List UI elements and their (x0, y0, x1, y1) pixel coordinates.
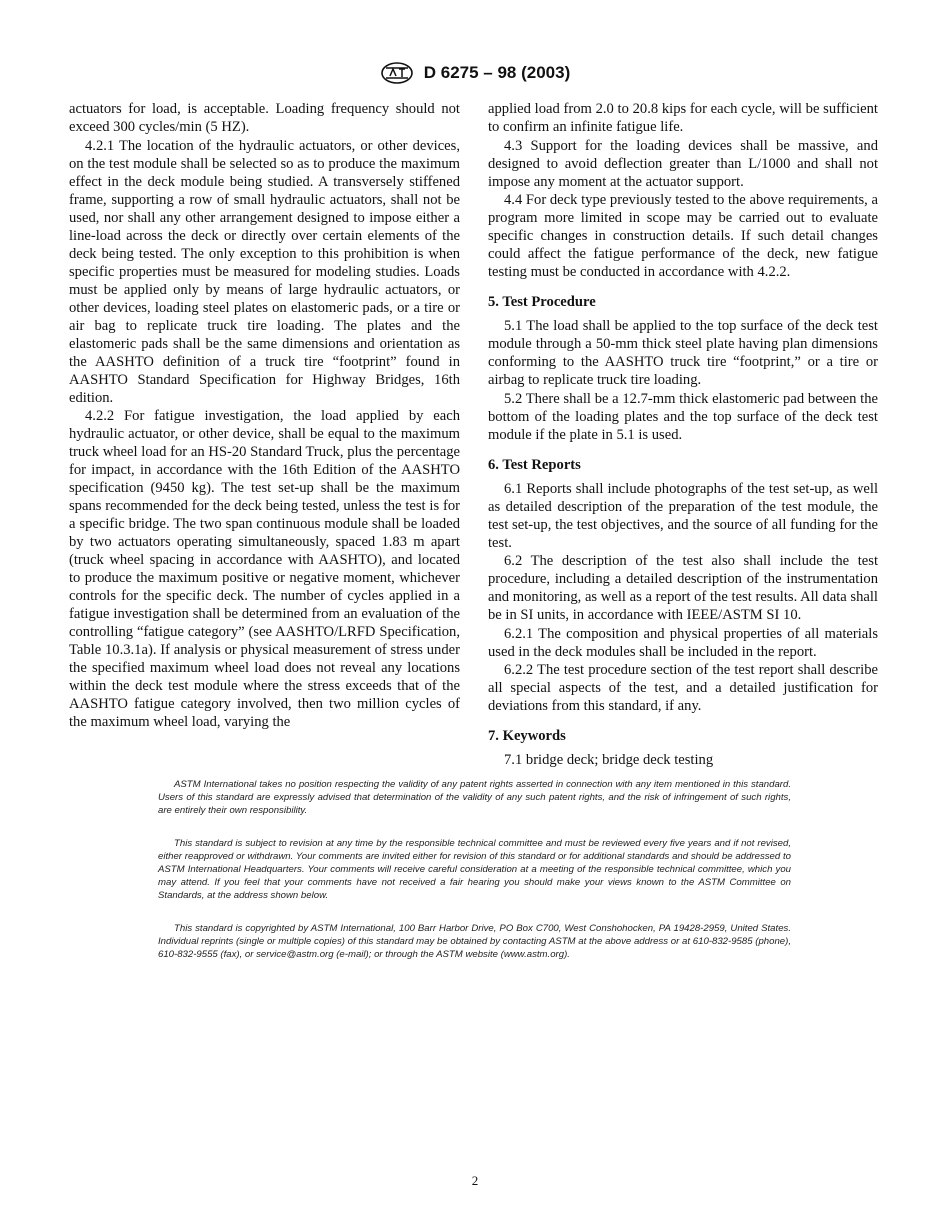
paragraph-6-2-1: 6.2.1 The composition and physical properties of all materials used in the deck modules shall be included in the report. (488, 625, 878, 660)
paragraph-4-4: 4.4 For deck type previously tested to the above requirements, a program more limited in scope may be carried out to evaluate specific changes in construction details. If such detail changes could affect the fatigue performance of the deck, new fatigue testing must be conducted in accordance with 4.2.2. (488, 192, 878, 280)
paragraph-5-1: 5.1 The load shall be applied to the top surface of the deck test module through a 50-mm thick steel plate having plan dimensions conforming to the AASHTO truck tire “footprint,” or a tire or airbag to replicate truck tire loading. (488, 318, 878, 388)
paragraph-5-2: 5.2 There shall be a 12.7-mm thick elastomeric pad between the bottom of the loading plates and the top surface of the deck test module if the plate in 5.1 is used. (488, 390, 878, 443)
left-column (69, 100, 460, 732)
paragraph-6-2: 6.2 The description of the test also shall include the test procedure, including a detailed description of the instrumentation and monitoring, as well as a report of the test results. All data shall be in SI units, in accordance with IEEE/ASTM SI 10. (488, 553, 878, 623)
copyright-notice (158, 922, 791, 961)
section-heading-keywords: 7. Keywords (488, 728, 566, 744)
paragraph-continuation: actuators for load, is acceptable. Loading frequency should not exceed 300 cycles/min (5 HZ). (69, 101, 460, 135)
page-header (0, 62, 950, 84)
section-heading-test-reports: 6. Test Reports (488, 456, 581, 473)
copyright-notice-text: This standard is copyrighted by ASTM International, 100 Barr Harbor Drive, PO Box C700, West Conshohocken, PA 19428-2959, United States. Individual reprints (single or multiple copies) of this standard may be obtained by contacting ASTM at the above address or at 610-832-9585 (phone), 610-832-9555 (fax), or service@astm.org (e-mail); or through the ASTM website (www.astm.org). (158, 923, 791, 960)
paragraph-7-1: 7.1 bridge deck; bridge deck testing (504, 752, 714, 768)
standard-designation: D 6275 – 98 (2003) (423, 63, 571, 82)
paragraph-4-2-2: 4.2.2 For fatigue investigation, the load applied by each hydraulic actuator, or other device, shall be equal to the maximum truck wheel load for an HS-20 Standard Truck, plus the percentage for impact, in accordance with the 16th Edition of the AASHTO specification (9450 kg). The test set-up shall be the maximum spans recommended for the deck being tested, unless the test is for a specific bridge. The two span continuous module shall be loaded by two actuators operating simultaneously, spaced 1.83 m apart (truck wheel spacing in accordance with AASHTO), and located to produce the maximum positive or negative moment, whichever controls for the specific deck. The number of cycles applied in a fatigue investigation shall be determined from an evaluation of the controlling “fatigue category” (see AASHTO/LRFD Specification, Table 10.3.1a). If analysis or physical measurement of stress under the specified maximum wheel load does not reveal any locations within the deck test module where the stress exceeds that of the AASHTO fatigue category involved, then two million cycles of the maximum wheel load, varying the (69, 408, 460, 730)
page-number: 2 (471, 1173, 479, 1188)
paragraph-4-2-1: 4.2.1 The location of the hydraulic actuators, or other devices, on the test module shall be selected so as to produce the maximum effect in the deck module being studied. A transversely stiffened frame, supporting a row of small hydraulic actuators, shall not be used, nor shall any other arrangement designed to impose either a line-load across the deck or directly over certain elements of the deck being tested. The only exception to this prohibition is when specific properties must be measured for modeling studies. Loads must be applied only by means of large hydraulic actuators, or other devices, loading steel plates on elastomeric pads, or a tire or air bag to replicate truck tire loading. The plates and the elastomeric pads shall be the same dimensions and orientation as the AASHTO definition of a truck tire “footprint” found in AASHTO Standard Specification for Highway Bridges, 16th edition. (69, 137, 460, 406)
paragraph-continuation-right: applied load from 2.0 to 20.8 kips for each cycle, will be sufficient to confirm an infinite fatigue life. (488, 101, 878, 135)
astm-logo-icon (380, 62, 414, 84)
section-heading-test-procedure: 5. Test Procedure (488, 294, 596, 310)
paragraph-6-1: 6.1 Reports shall include photographs of the test set-up, as well as detailed description of the preparation of the test module, the test set-up, the test objectives, and the source of all funding for the test. (488, 480, 878, 551)
paragraph-4-3: 4.3 Support for the loading devices shall be massive, and designed to avoid deflection greater than L/1000 and shall not impose any moment at the actuator support. (488, 137, 878, 190)
revision-notice-text: This standard is subject to revision at any time by the responsible technical committee and must be reviewed every five years and if not revised, either reapproved or withdrawn. Your comments are invited either for revision of this standard or for additional standards and should be addressed to ASTM International Headquarters. Your comments will receive careful consideration at a meeting of the responsible technical committee, which you may attend. If you feel that your comments have not received a fair hearing you should make your views known to the ASTM Committee on Standards, at the address shown below. (158, 838, 791, 901)
paragraph-6-2-2: 6.2.2 The test procedure section of the test report shall describe all special aspects of the test, and a detailed justification for deviations from this standard, if any. (488, 662, 878, 714)
patent-notice-text: ASTM International takes no position respecting the validity of any patent rights asserted in connection with any item mentioned in this standard. Users of this standard are expressly advised that determination of the validity of any such patent rights, and the risk of infringement of such rights, are entirely their own responsibility. (158, 779, 791, 816)
patent-notice (158, 778, 791, 817)
right-column (488, 100, 878, 770)
revision-notice (158, 837, 791, 902)
